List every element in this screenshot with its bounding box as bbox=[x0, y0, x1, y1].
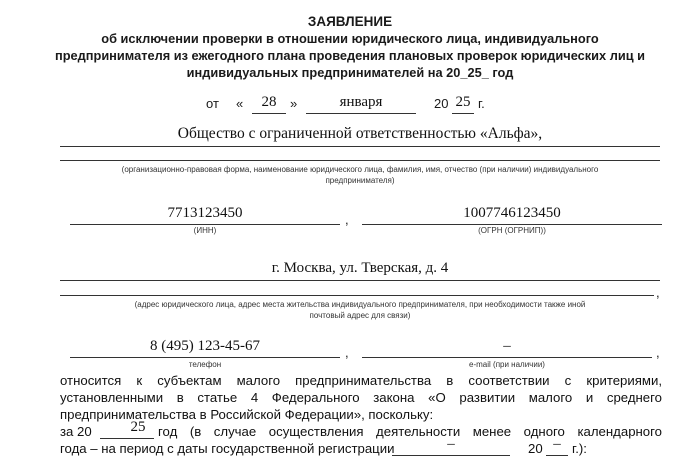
registration-date-underline bbox=[392, 455, 510, 456]
address-underline-2 bbox=[60, 295, 654, 296]
body-line-5: года – на период с даты государственной регистрации bbox=[60, 441, 395, 456]
header-line-1: об исключении проверки в отношении юридического лица, индивидуального bbox=[101, 31, 599, 46]
date-open-quote: « bbox=[236, 96, 244, 111]
date-year-underline bbox=[452, 113, 474, 114]
email-label: e-mail (при наличии) bbox=[469, 360, 545, 369]
registration-year-prefix: 20 bbox=[528, 441, 543, 456]
registration-year-unit: г.): bbox=[572, 441, 587, 456]
phone-value[interactable]: 8 (495) 123-45-67 bbox=[150, 338, 260, 354]
org-name-value[interactable]: Общество с ограниченной ответственностью «Альфа», bbox=[177, 125, 543, 142]
date-year[interactable]: 25 bbox=[455, 94, 471, 110]
inn-label: (ИНН) bbox=[193, 226, 217, 235]
ogrn-value[interactable]: 1007746123450 bbox=[463, 205, 561, 221]
body-line-2: установленными в статье 4 Федерального закона «О развитии малого и среднего bbox=[60, 390, 662, 405]
date-from-label: от bbox=[206, 96, 219, 111]
phone-underline bbox=[70, 357, 340, 358]
inn-value[interactable]: 7713123450 bbox=[167, 205, 243, 221]
inn-separator: , bbox=[345, 212, 349, 227]
date-close-quote: » bbox=[290, 96, 298, 111]
date-day[interactable]: 28 bbox=[261, 94, 277, 110]
header-line-3: индивидуальных предпринимателей на 20_25_ год bbox=[186, 65, 514, 80]
body-line-4: год (в случае осуществления деятельности менее одного календарного bbox=[158, 424, 662, 439]
email-underline bbox=[362, 357, 652, 358]
contacts-end-comma: , bbox=[656, 345, 660, 360]
inn-underline bbox=[70, 224, 340, 225]
org-name-underline bbox=[60, 146, 660, 147]
address-end-comma: , bbox=[656, 285, 660, 300]
org-name-underline-2 bbox=[60, 160, 660, 161]
registration-date-value[interactable]: – bbox=[447, 436, 455, 452]
ogrn-underline bbox=[362, 224, 662, 225]
period-prefix: за 20 bbox=[60, 424, 92, 439]
body-line-1: относится к субъектам малого предпринимательства в соответствии с критериями, bbox=[60, 373, 662, 388]
ogrn-label: (ОГРН (ОГРНИП)) bbox=[478, 226, 546, 235]
body-line-3: предпринимательства в Российской Федерации», поскольку: bbox=[60, 407, 434, 422]
address-caption-1: (адрес юридического лица, адрес места жительства индивидуального предпринимателя, при необходимости также иной bbox=[134, 300, 586, 309]
address-underline bbox=[60, 280, 660, 281]
date-year-prefix: 20 bbox=[434, 96, 449, 111]
address-value[interactable]: г. Москва, ул. Тверская, д. 4 bbox=[271, 260, 449, 276]
document-title: ЗАЯВЛЕНИЕ bbox=[307, 14, 393, 29]
phone-separator: , bbox=[345, 345, 349, 360]
header-line-2: предпринимателя из ежегодного плана проведения плановых проверок юридических лиц и bbox=[54, 48, 645, 63]
org-caption-1: (организационно-правовая форма, наименование юридического лица, фамилия, имя, отчество (при наличии) индивидуального bbox=[121, 165, 599, 174]
org-caption-2: предпринимателя) bbox=[325, 176, 395, 185]
date-month-underline bbox=[306, 113, 416, 114]
date-year-unit: г. bbox=[478, 96, 485, 111]
period-year-underline bbox=[100, 438, 154, 439]
phone-label: телефон bbox=[188, 360, 222, 369]
date-day-underline bbox=[252, 113, 286, 114]
email-value[interactable]: – bbox=[503, 338, 511, 354]
registration-year-underline bbox=[546, 455, 568, 456]
period-year[interactable]: 25 bbox=[130, 419, 146, 435]
registration-year-value[interactable]: – bbox=[553, 436, 561, 452]
date-month[interactable]: января bbox=[339, 94, 383, 110]
address-caption-2: почтовый адрес для связи) bbox=[309, 311, 411, 320]
